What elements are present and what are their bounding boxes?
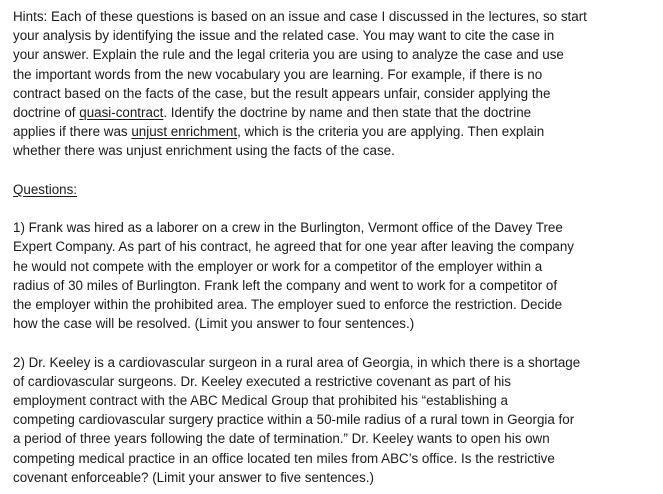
question-2-line: competing cardiovascular surgery practice within a 50-mile radius of a rural town in Georgia for bbox=[13, 412, 575, 428]
question-2-line: 2) Dr. Keeley is a cardiovascular surgeon in a rural area of Georgia, in which there is a shortage bbox=[13, 354, 581, 370]
hints-line: whether there was unjust enrichment using the facts of the case. bbox=[13, 143, 395, 159]
hints-text: doctrine of bbox=[13, 105, 80, 121]
document-page bbox=[13, 7, 658, 487]
hints-paragraph bbox=[13, 7, 658, 161]
question-1-line: radius of 30 miles of Burlington. Frank left the company and went to work for a competitor of bbox=[13, 277, 558, 293]
term-quasi-contract: quasi-contract bbox=[79, 105, 164, 121]
spacer bbox=[13, 199, 658, 218]
term-unjust-enrichment: unjust enrichment bbox=[131, 124, 238, 140]
spacer bbox=[13, 161, 658, 180]
hints-line bbox=[13, 103, 658, 122]
question-2-line: of cardiovascular surgeons. Dr. Keeley executed a restrictive covenant as part of his bbox=[13, 373, 511, 389]
hints-text: applies if there was bbox=[13, 124, 132, 140]
hints-text: . Identify the doctrine by name and then state that the doctrine bbox=[163, 105, 532, 121]
question-2-line: employment contract with the ABC Medical Group that prohibited his “establishing a bbox=[13, 393, 508, 409]
question-1-line: he would not compete with the employer or work for a competitor of the employer within a bbox=[13, 258, 543, 274]
question-2 bbox=[13, 353, 658, 487]
hints-line: your analysis by identifying the issue and the related case. You may want to cite the case in bbox=[13, 28, 555, 44]
spacer bbox=[13, 333, 658, 352]
hints-text: , which is the criteria you are applying. Then explain bbox=[237, 124, 545, 140]
question-2-line: competing medical practice in an office located ten miles from ABC’s office. Is the restrictive bbox=[13, 450, 555, 466]
hints-line: your answer. Explain the rule and the legal criteria you are using to analyze the case and use bbox=[13, 47, 564, 63]
question-1 bbox=[13, 218, 658, 333]
questions-heading: Questions: bbox=[13, 181, 78, 197]
hints-line: Hints: Each of these questions is based on an issue and case I discussed in the lectures, so start bbox=[13, 9, 587, 24]
hints-line: the important words from the new vocabulary you are learning. For example, if there is no bbox=[13, 66, 543, 82]
hints-line bbox=[13, 122, 658, 141]
question-1-line: the employer within the prohibited area. The employer sued to enforce the restriction. Decide bbox=[13, 297, 563, 313]
hints-line: contract based on the facts of the case, but the result appears unfair, consider applying the bbox=[13, 85, 551, 101]
question-1-line: Expert Company. As part of his contract, he agreed that for one year after leaving the company bbox=[13, 239, 574, 255]
question-2-line: covenant enforceable? (Limit your answer to five sentences.) bbox=[13, 469, 374, 485]
question-2-line: a period of three years following the date of termination.” Dr. Keeley wants to open his own bbox=[13, 431, 550, 447]
question-1-line: 1) Frank was hired as a laborer on a crew in the Burlington, Vermont office of the Davey Tree bbox=[13, 220, 563, 236]
question-1-line: how the case will be resolved. (Limit you answer to four sentences.) bbox=[13, 316, 415, 332]
